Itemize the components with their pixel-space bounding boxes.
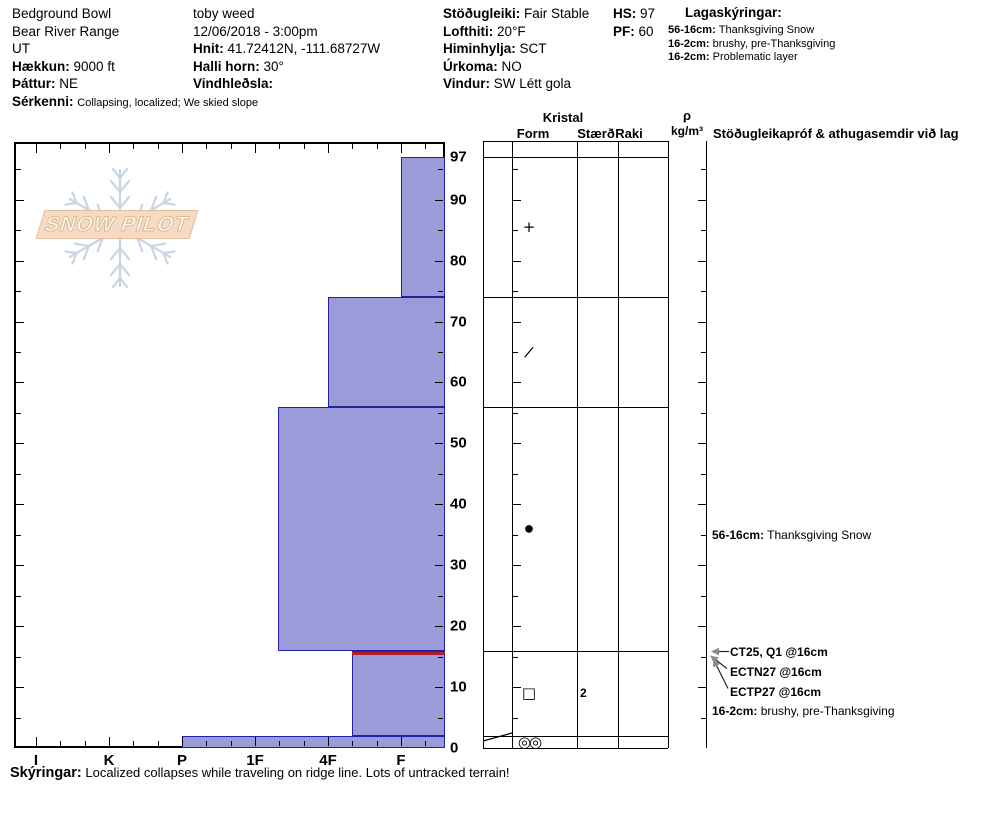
depth-tick (513, 200, 521, 201)
hardness-axis-label: P (176, 752, 188, 769)
slope-angle-label: Halli horn: (193, 58, 260, 74)
hardness-tick (255, 144, 256, 153)
table-grid-line (668, 141, 669, 748)
profile-layer-bar (401, 157, 445, 297)
depth-tick (16, 718, 21, 719)
sky-cover-value: SCT (519, 41, 547, 56)
depth-axis-label: 80 (450, 252, 467, 270)
layer-note-range: 16-2cm: (668, 51, 710, 63)
hardness-tick (377, 144, 378, 149)
kristal-header: Kristal (542, 110, 584, 125)
depth-tick (513, 687, 521, 688)
problem-layer-line (352, 652, 445, 655)
table-grid-line (483, 141, 668, 142)
wetness-column-header: Raki (615, 126, 643, 141)
table-grid-line (512, 141, 513, 748)
depth-tick (513, 291, 518, 292)
hardness-axis-label: F (396, 752, 406, 769)
layer-notes-title: Lagaskýringar: (685, 5, 782, 20)
depth-tick (698, 565, 706, 566)
depth-tick (698, 382, 706, 383)
range-name: Bear River Range (12, 23, 120, 39)
layer-comment-range: 16-2cm: (712, 704, 758, 719)
depth-tick (698, 626, 706, 627)
depth-axis-label: 70 (450, 313, 467, 330)
depth-tick (16, 626, 24, 627)
hardness-tick (109, 737, 110, 746)
hardness-tick (304, 741, 305, 746)
hardness-tick (158, 741, 159, 746)
depth-tick (438, 718, 443, 719)
table-grid-line (618, 141, 619, 748)
wind-loading-label: Vindhleðsla: (193, 76, 274, 91)
depth-tick (16, 230, 21, 231)
depth-tick (438, 169, 443, 170)
depth-tick (698, 261, 706, 262)
hardness-tick (158, 144, 159, 149)
hardness-tick (425, 741, 426, 746)
depth-tick (513, 382, 521, 383)
layer-note-range: 56-16cm: (668, 24, 716, 36)
air-temp-label: Lofthiti: (443, 23, 494, 39)
watermark-text: SNOW PILOT (42, 212, 193, 236)
hardness-tick (206, 144, 207, 149)
depth-tick (513, 657, 518, 658)
grain-form-symbol: ● (524, 523, 534, 535)
depth-tick (438, 596, 443, 597)
profile-layer-bar (278, 407, 445, 651)
depth-tick (16, 596, 21, 597)
depth-tick (435, 504, 443, 505)
hardness-tick (109, 144, 110, 153)
hardness-tick (85, 144, 86, 149)
depth-tick (513, 322, 521, 323)
depth-tick (16, 535, 21, 536)
hardness-tick (401, 737, 402, 746)
grain-form-symbol: / (523, 342, 535, 362)
depth-tick (513, 261, 521, 262)
elevation-label: Hækkun: (12, 58, 70, 74)
hardness-tick (133, 144, 134, 149)
grain-form-symbol: + (522, 218, 536, 237)
depth-tick (438, 291, 443, 292)
hardness-axis-label: 4F (319, 752, 337, 769)
wind-value: SW Létt gola (493, 76, 572, 91)
depth-axis-label: 90 (450, 191, 467, 209)
hardness-tick (328, 737, 329, 746)
depth-tick (513, 565, 521, 566)
wind-label: Vindur: (443, 76, 490, 91)
depth-tick (16, 443, 24, 444)
depth-tick (513, 474, 518, 475)
depth-tick (513, 413, 518, 414)
depth-tick (513, 504, 521, 505)
hardness-axis-label: I (33, 752, 39, 769)
observation-datetime: 12/06/2018 - 3:00pm (193, 23, 318, 39)
coords-value: 41.72412N, -111.68727W (227, 41, 381, 56)
density-header: ρ (682, 108, 692, 123)
depth-axis-label: 20 (450, 617, 467, 635)
aspect-value: NE (59, 76, 79, 91)
table-grid-line (483, 736, 668, 737)
stability-comments-header: Stöðugleikapróf & athugasemdir við lag (713, 126, 959, 141)
table-grid-line (577, 141, 578, 748)
hardness-tick (231, 144, 232, 149)
hardness-axis-label: 1F (246, 752, 264, 769)
table-grid-line (483, 157, 668, 158)
hardness-tick (377, 741, 378, 746)
depth-tick (698, 443, 706, 444)
hardness-tick (206, 741, 207, 746)
table-grid-line (483, 141, 484, 748)
layer-comment (712, 528, 871, 542)
depth-tick (513, 626, 521, 627)
hardness-tick (304, 144, 305, 149)
depth-axis-label: 10 (450, 678, 467, 696)
slope-angle-value: 30° (263, 58, 284, 74)
depth-axis-label: 50 (450, 434, 467, 452)
hardness-tick (36, 737, 37, 746)
table-grid-line (483, 748, 668, 749)
table-grid-line (706, 141, 707, 748)
layer-note-text: Problematic layer (712, 51, 798, 63)
stability-label: Stöðugleiki: (443, 6, 521, 21)
depth-tick (435, 687, 443, 688)
precip-label: Úrkoma: (443, 58, 498, 74)
form-column-header: Form (516, 126, 550, 141)
hardness-tick (401, 144, 402, 153)
hardness-tick (279, 144, 280, 149)
depth-tick (16, 322, 24, 323)
depth-tick (16, 200, 24, 201)
table-grid-line (483, 651, 668, 652)
hardness-tick (231, 741, 232, 746)
depth-tick (513, 443, 521, 444)
table-grid-line (483, 407, 668, 408)
hardness-tick (328, 144, 329, 153)
size-column-header: Stærð (577, 126, 615, 141)
depth-tick (438, 657, 443, 658)
stability-test-label: ECTP27 @16cm (730, 684, 822, 699)
depth-tick (513, 596, 518, 597)
depth-tick (698, 687, 706, 688)
air-temp-value: 20°F (497, 23, 526, 39)
site-name: Bedground Bowl (12, 6, 112, 21)
depth-tick (435, 322, 443, 323)
precip-value: NO (501, 58, 522, 74)
depth-axis-label: 60 (450, 373, 467, 391)
hardness-tick (425, 144, 426, 149)
depth-tick (16, 382, 24, 383)
depth-tick (438, 474, 443, 475)
elevation-value: 9000 ft (73, 58, 115, 74)
hardness-tick (36, 144, 37, 153)
depth-tick (513, 352, 518, 353)
observer-name: toby weed (193, 6, 255, 21)
depth-tick (698, 504, 706, 505)
features-label: Sérkenni: (12, 93, 74, 109)
features-value: Collapsing, localized; We skied slope (77, 96, 259, 109)
depth-tick (438, 352, 443, 353)
grain-size-value: 2 (580, 686, 587, 701)
hardness-tick (352, 741, 353, 746)
layer-comment-range: 56-16cm: (712, 527, 765, 542)
depth-tick (16, 352, 21, 353)
profile-layer-bar (352, 651, 445, 736)
grain-form-symbol: □ (521, 684, 537, 703)
hardness-axis-label: K (103, 752, 115, 769)
hardness-tick (133, 741, 134, 746)
stability-value: Fair Stable (524, 6, 590, 21)
depth-tick (16, 474, 21, 475)
hardness-tick (279, 741, 280, 746)
aspect-label: Þáttur: (12, 76, 56, 91)
depth-tick (698, 200, 706, 201)
depth-tick (698, 322, 706, 323)
grain-form-symbol: ◎◎ (517, 732, 541, 751)
layer-comment (712, 704, 895, 718)
hardness-tick (182, 737, 183, 746)
stability-test-label: ECTN27 @16cm (730, 664, 822, 679)
hardness-tick (60, 741, 61, 746)
depth-axis-label: 30 (450, 556, 467, 574)
hardness-tick (255, 737, 256, 746)
density-units-header: kg/m³ (670, 124, 704, 138)
depth-tick (435, 200, 443, 201)
pf-label: PF: (613, 23, 635, 39)
depth-tick (435, 261, 443, 262)
depth-tick (16, 504, 24, 505)
hardness-tick (182, 144, 183, 153)
hs-label: HS: (613, 6, 637, 21)
layer-note-text: brushy, pre-Thanksgiving (712, 37, 836, 50)
depth-tick (513, 169, 518, 170)
depth-axis-label: 97 (450, 148, 467, 166)
pf-value: 60 (638, 23, 654, 39)
depth-tick (435, 443, 443, 444)
table-grid-line (483, 297, 668, 298)
depth-tick (438, 535, 443, 536)
sky-cover-label: Himinhylja: (443, 41, 516, 56)
pit-notes-line (10, 765, 510, 781)
layer-note-range: 16-2cm: (668, 37, 710, 50)
pit-notes-label: Skýringar: (10, 765, 82, 781)
hs-value: 97 (640, 6, 656, 21)
depth-axis-label: 0 (450, 739, 459, 757)
depth-tick (16, 413, 21, 414)
depth-tick (513, 230, 518, 231)
depth-tick (16, 169, 21, 170)
coords-label: Hnit: (193, 41, 224, 56)
depth-tick (438, 413, 443, 414)
depth-tick (435, 565, 443, 566)
layer-comment-text: brushy, pre-Thanksgiving (757, 704, 895, 719)
depth-tick (435, 626, 443, 627)
state-name: UT (12, 41, 30, 56)
depth-tick (16, 291, 21, 292)
profile-layer-bar (182, 736, 445, 748)
layer-comment-text: Thanksgiving Snow (764, 527, 872, 542)
profile-layer-bar (328, 297, 445, 407)
depth-tick (16, 687, 24, 688)
pit-notes-text: Localized collapses while traveling on ridge line. Lots of untracked terrain! (85, 765, 510, 780)
depth-tick (16, 565, 24, 566)
hardness-tick (60, 144, 61, 149)
depth-tick (513, 535, 518, 536)
depth-axis-label: 40 (450, 495, 467, 513)
depth-tick (16, 261, 24, 262)
depth-tick (435, 382, 443, 383)
hardness-tick (352, 144, 353, 149)
depth-tick (438, 230, 443, 231)
hardness-tick (85, 741, 86, 746)
depth-tick (16, 657, 21, 658)
depth-tick (513, 718, 518, 719)
layer-note-text: Thanksgiving Snow (718, 24, 815, 36)
stability-test-label: CT25, Q1 @16cm (730, 644, 828, 659)
